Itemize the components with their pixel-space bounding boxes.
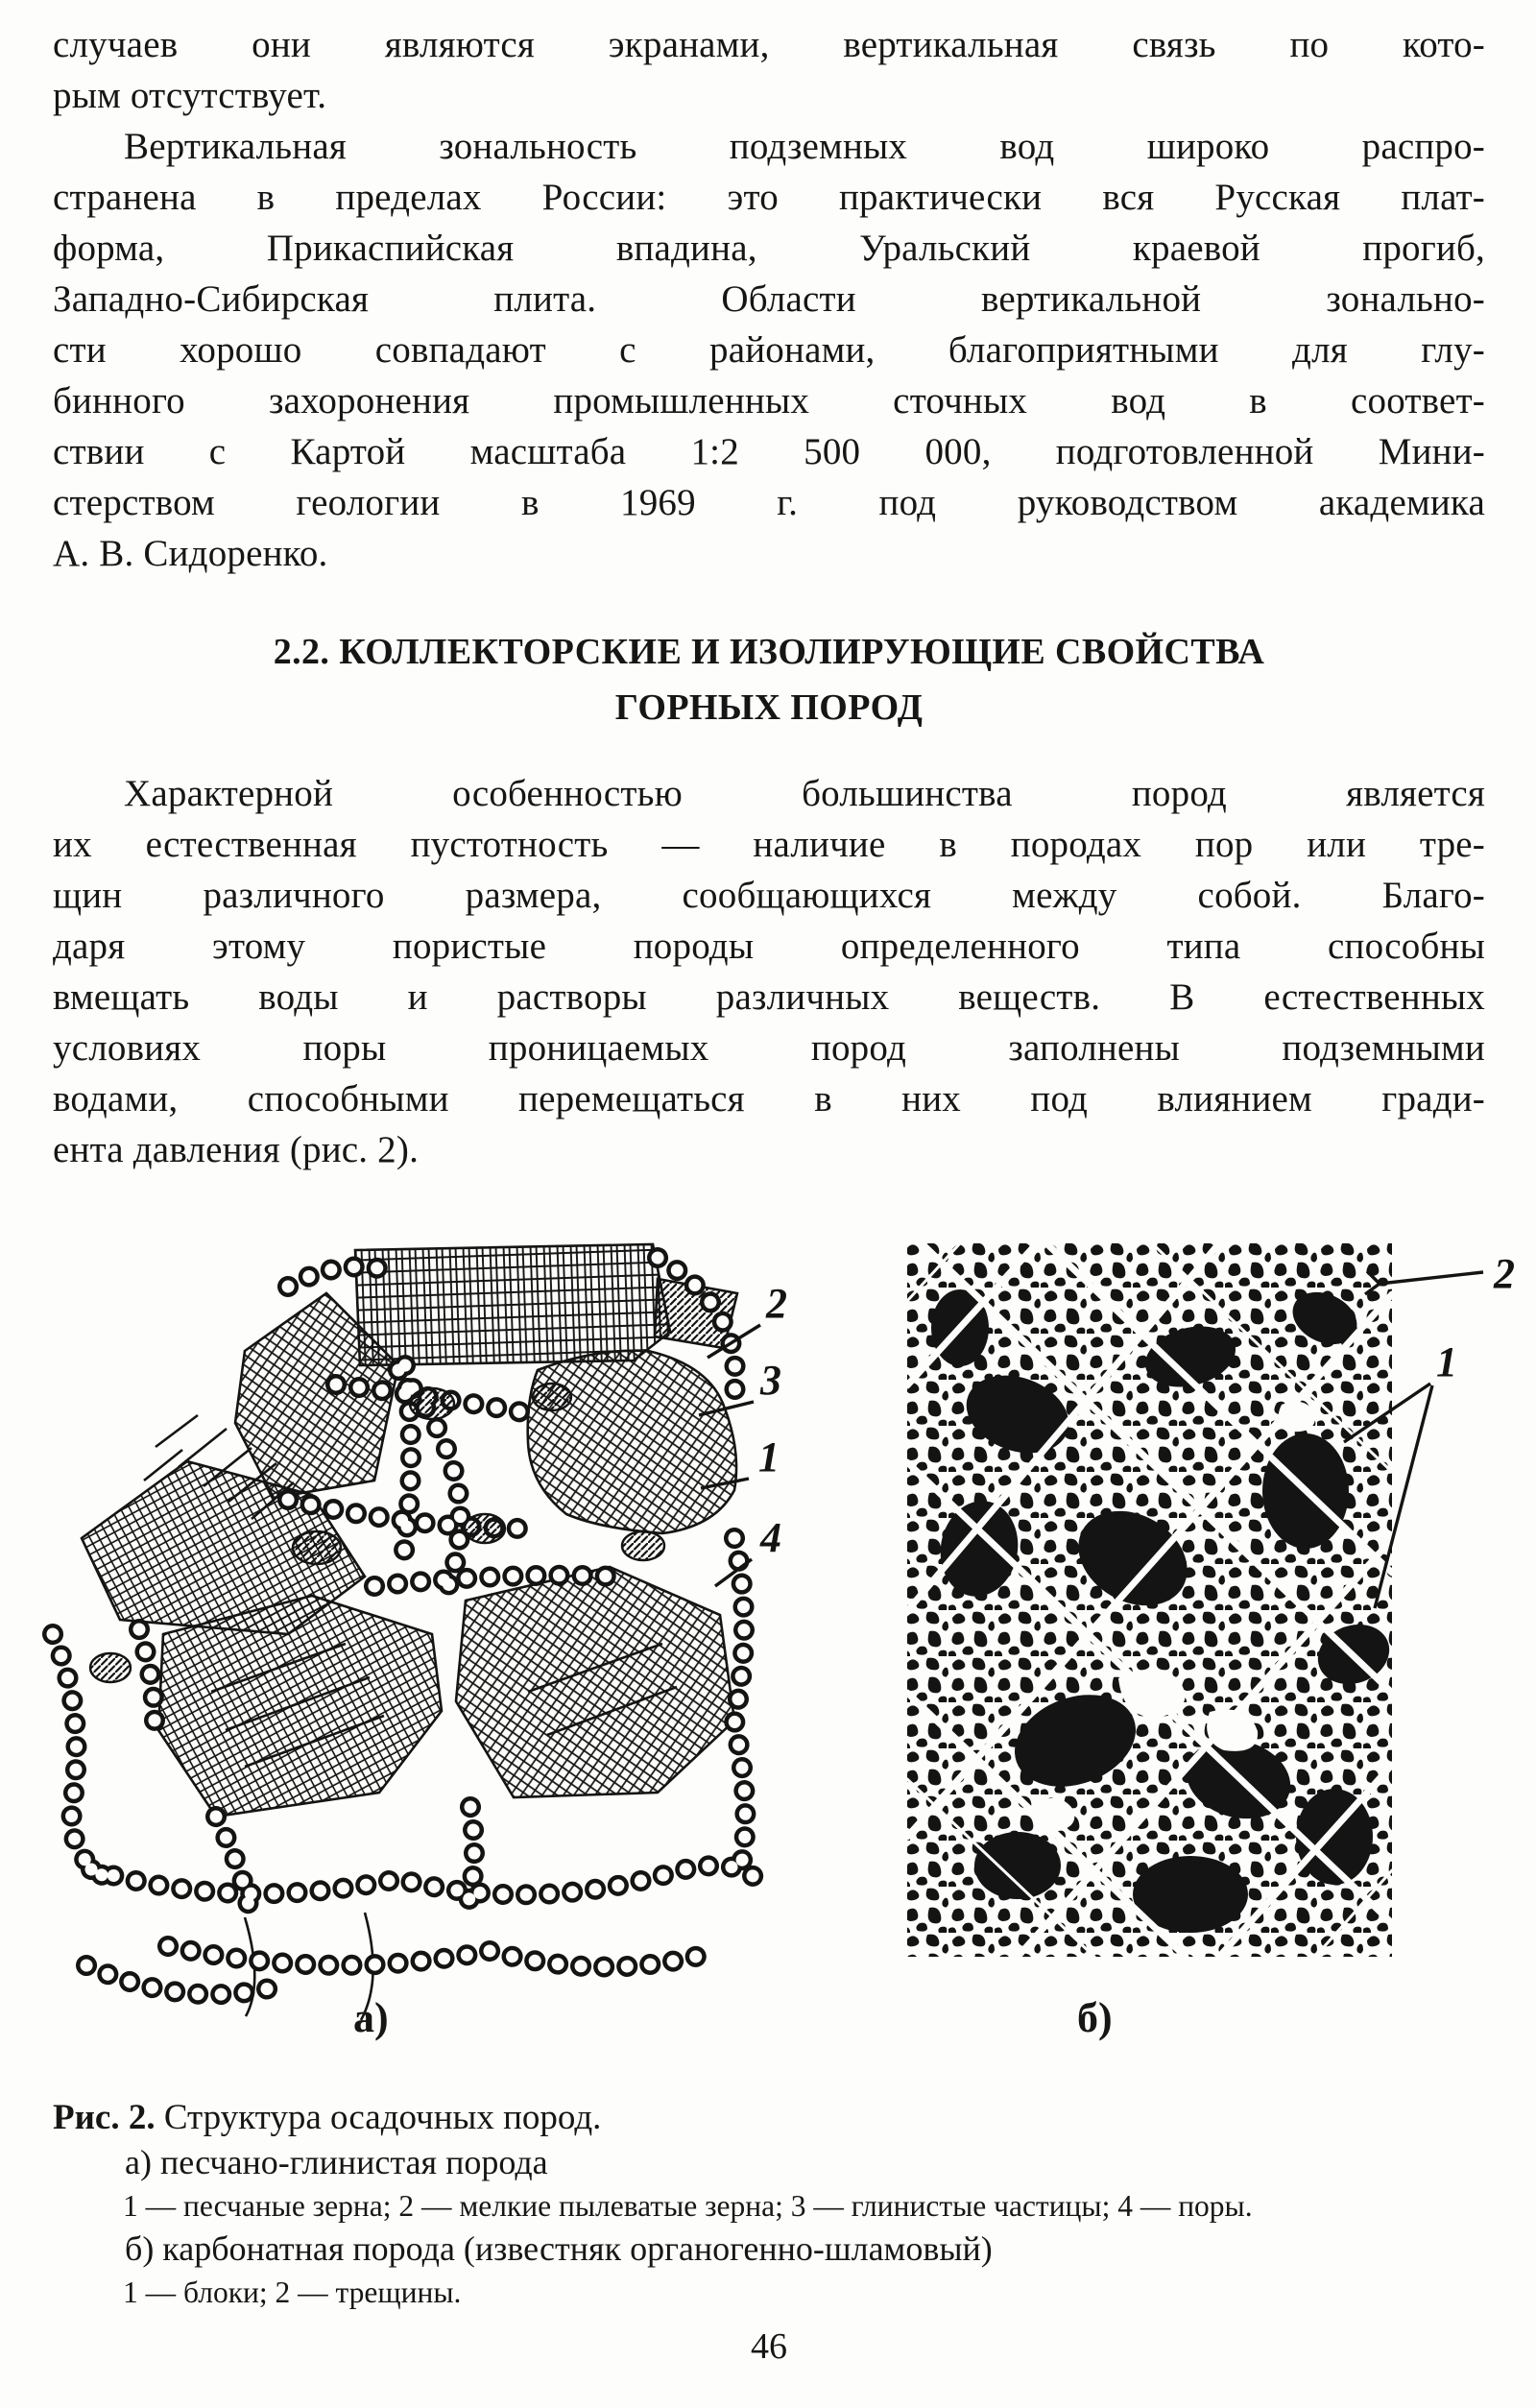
- caption-title-line: [53, 2097, 1493, 2139]
- panel-b-letter: б): [1077, 1994, 1113, 2041]
- carbonate-texture: [907, 1243, 1398, 1957]
- figure-ref: Рис. 2.: [53, 2098, 156, 2137]
- text-line: сти хорошо совпадают с районами, благоприятными для глу-: [53, 329, 1485, 371]
- figure-panel-b-illustration: [902, 1241, 1536, 1962]
- text-line: странена в пределах России: это практически вся Русская плат-: [53, 177, 1485, 218]
- text-line: бинного захоронения промышленных сточных вод в соответ-: [53, 380, 1485, 421]
- text-line: случаев они являются экранами, вертикальная связь по кото-: [53, 24, 1485, 65]
- text-line: ствии с Картой масштаба 1:2 500 000, подготовленной Мини-: [53, 431, 1485, 472]
- text-line: форма, Прикаспийская впадина, Уральский краевой прогиб,: [53, 228, 1485, 269]
- figure-title: Структура осадочных пород.: [155, 2098, 602, 2137]
- text-line: вмещать воды и растворы различных веществ. В естественных: [53, 976, 1485, 1018]
- text-line: ента давления (рис. 2).: [53, 1129, 420, 1170]
- section-heading-line-2: ГОРНЫХ ПОРОД: [614, 687, 924, 728]
- text-line: Характерной особенностью большинства пород является: [124, 773, 1485, 814]
- text-line: Западно-Сибирская плита. Области вертикальной зонально-: [53, 278, 1485, 320]
- callout-3-label: 3: [760, 1357, 781, 1404]
- text-line: их естественная пустотность — наличие в породах пор или тре-: [53, 824, 1485, 865]
- figure-panel-a-illustration: [29, 1240, 802, 2023]
- caption-legend-b: 1 — блоки; 2 — трещины.: [123, 2276, 462, 2309]
- text-line: Вертикальная зональность подземных вод широко распро-: [124, 126, 1485, 167]
- caption-sub-a: а) песчано-глинистая порода: [125, 2143, 548, 2181]
- paragraph-2: [53, 121, 1485, 579]
- callout-2-label: 2: [1494, 1250, 1515, 1297]
- caption-legend-a: 1 — песчаные зерна; 2 — мелкие пылеватые зерна; 3 — глинистые частицы; 4 — поры.: [123, 2189, 1253, 2223]
- text-line: рым отсутствует.: [53, 75, 327, 116]
- callout-1-label: 1: [758, 1433, 780, 1481]
- panel-a-letter: а): [353, 1994, 389, 2041]
- callout-1-label: 1: [1436, 1338, 1457, 1385]
- caption-sub-b: б) карбонатная порода (известняк органогенно-шламовый): [125, 2229, 993, 2268]
- text-line: даря этому пористые породы определенного типа способны: [53, 926, 1485, 967]
- section-heading-line-1: 2.2. КОЛЛЕКТОРСКИЕ И ИЗОЛИРУЮЩИЕ СВОЙСТВА: [273, 632, 1265, 672]
- text-line: условиях поры проницаемых пород заполнены подземными: [53, 1027, 1485, 1069]
- text-line: стерством геологии в 1969 г. под руководством академика: [53, 482, 1485, 523]
- text-line: А. В. Сидоренко.: [53, 533, 328, 574]
- text-line: водами, способными перемещаться в них под влиянием гради-: [53, 1078, 1485, 1120]
- callout-4-label: 4: [760, 1514, 781, 1561]
- section-heading: [53, 624, 1485, 735]
- text-line: щин различного размера, сообщающихся между собой. Благо-: [53, 875, 1485, 916]
- figure-caption: [53, 2097, 1493, 2312]
- page-number: 46: [751, 2326, 787, 2367]
- paragraph-1: [53, 19, 1485, 121]
- callout-2-label: 2: [766, 1280, 787, 1327]
- paragraph-3: [53, 768, 1485, 1175]
